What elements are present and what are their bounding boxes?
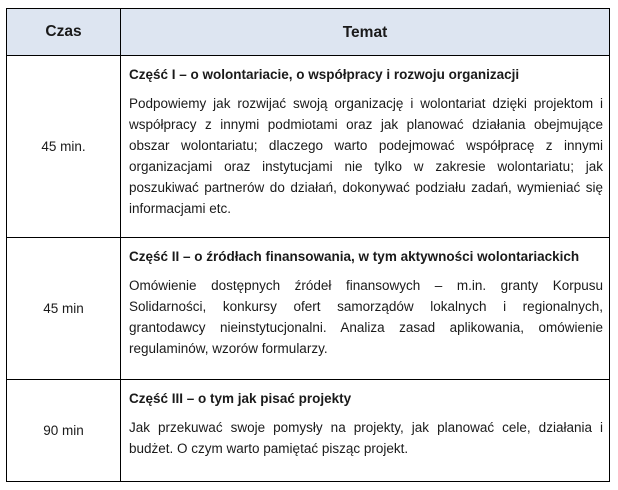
part-description: Omówienie dostępnych źródeł finansowych – m.in. granty Korpusu Solidarności, konkursy ofert samorządów lokalnych i regionalnych, grantodawcy nieinstytucjonalni. Analiza zasad aplikowania, omówienie regulaminów, wzorów formularzy. <box>129 278 603 356</box>
row-time-cell: 45 min. <box>7 56 121 237</box>
part-description: Jak przekuwać swoje pomysły na projekty, jak planować cele, działania i budżet. O czym warto pamiętać pisząc projekt. <box>129 420 603 456</box>
table-row <box>7 56 609 238</box>
table-row <box>7 380 609 481</box>
schedule-table <box>6 8 610 482</box>
header-time-cell: Czas <box>7 9 121 55</box>
row-topic-cell <box>121 238 609 379</box>
header-topic-cell: Temat <box>342 23 388 41</box>
row-time-cell: 90 min <box>7 380 121 481</box>
table-row <box>7 238 609 380</box>
row-topic-cell <box>121 380 609 481</box>
part-title: Część II – o źródłach finansowania, w tym aktywności wolontariackich <box>129 249 580 264</box>
table-header-row <box>7 9 609 56</box>
part-title: Część III – o tym jak pisać projekty <box>129 391 352 406</box>
part-description: Podpowiemy jak rozwijać swoją organizację i wolontariat dzięki projektom i współpracy z innymi podmiotami oraz jak planować działania obejmujące obszar wolontariatu; dlaczego warto podejmować współpracę z innymi organizacjami oraz instytucjami nie tylko w zakresie wolontariatu; jak poszukiwać partnerów do działań, dokonywać podziału zadań, wymieniać się informacjami etc. <box>129 96 603 216</box>
part-title: Część I – o wolontariacie, o współpracy i rozwoju organizacji <box>129 67 520 82</box>
row-topic-cell <box>121 56 609 237</box>
row-time-cell: 45 min <box>7 238 121 379</box>
